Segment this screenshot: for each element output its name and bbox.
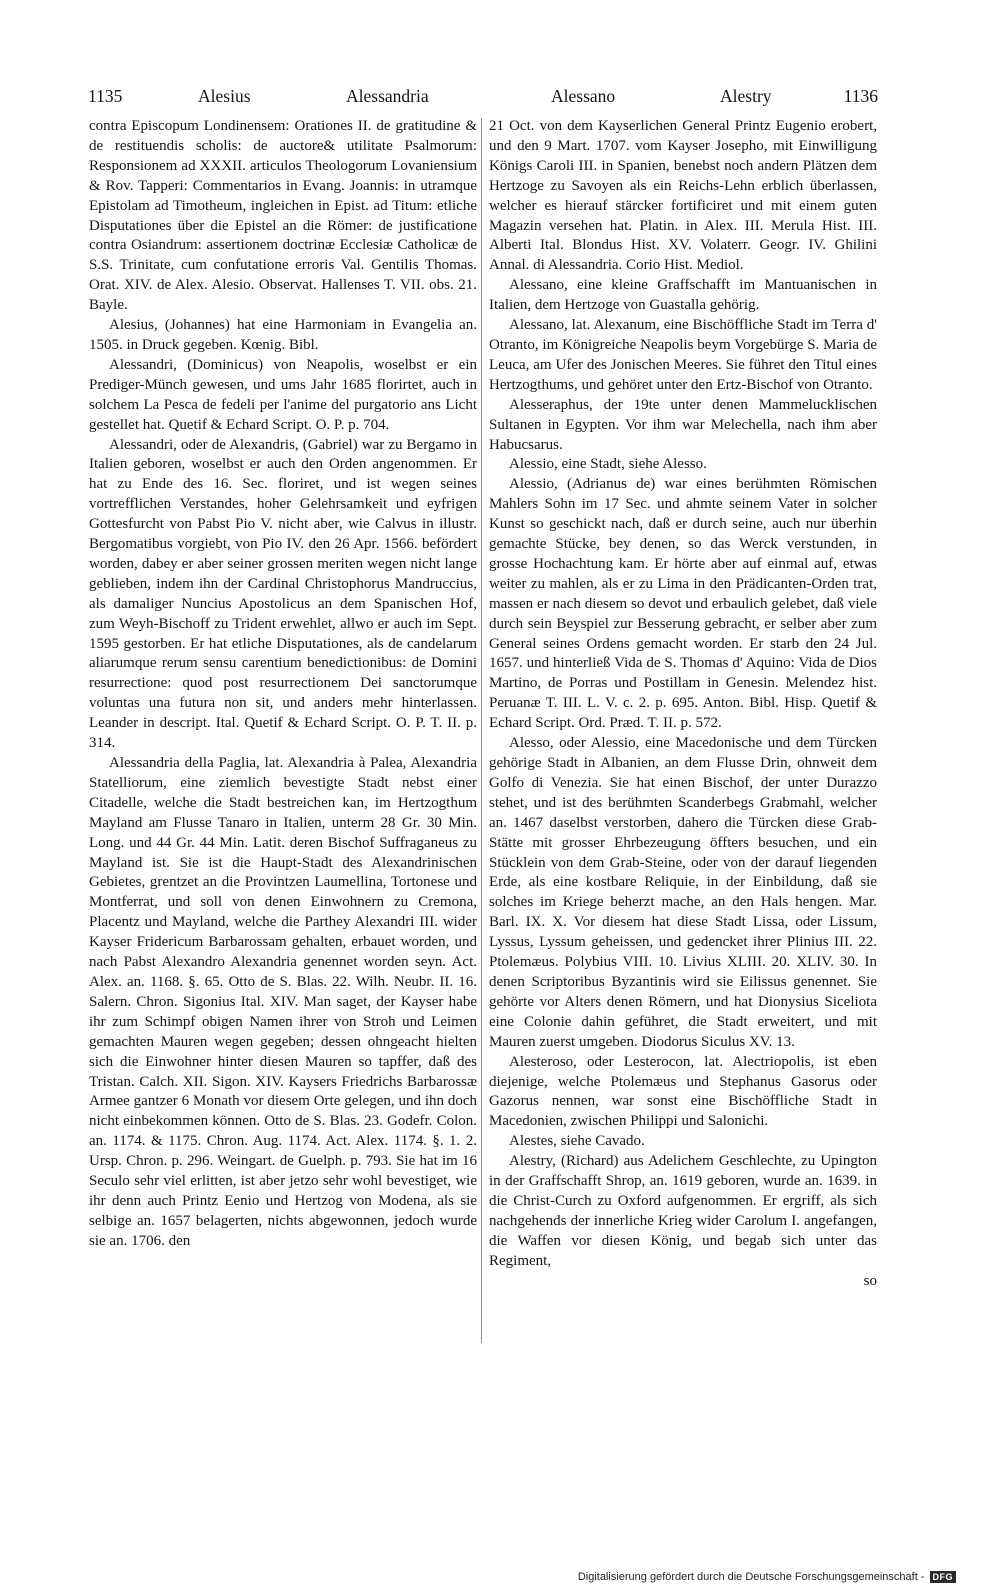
left-page-number: 1135 <box>88 86 123 106</box>
dfg-logo-icon: DFG <box>930 1571 957 1583</box>
right-column <box>489 117 877 1291</box>
left-column <box>89 117 477 1252</box>
column-divider <box>481 118 482 1343</box>
entry-alesteroso: Alesteroso, oder Lesterocon, lat. Alectriopolis, ist eben diejenige, welche Ptolemæus und Stephanus Gasorus oder Gazorus nennen, war sonst eine Bischöffliche Stadt in Macedonien, zwischen Philippi und Salonichi. <box>489 1053 877 1130</box>
entry-alessio-adrianus: Alessio, (Adrianus de) war eines berühmten Römischen Mahlers Sohn im 17 Sec. und ahmte seinem Vater in solcher Kunst so geschickt nach, daß er durch seine, auch nur überhin gemachte Stücke, bey denen, so das Werck verstunden, in grosse Hochachtung kam. Er hörte aber auf einmal auf, etwas weiter zu mahlen, als er zu Lima in den Prädicanten-Orden trat, massen er nach diesem so devot und erbaulich gelebet, daß viele durch sein Beyspiel zur Besserung gebracht, er selber aber zum General seines Ordens gemacht worden. Er starb den 24 Jul. 1657. und hinterließ Vida de S. Thomas d' Aquino: Vida de Dios Martino, de Porras und Postillam in Genesin. Melendez hist. Peruanæ T. III. L. V. c. 2. p. 695. Anton. Bibl. Hisp. Quetif & Echard Script. Ord. Præd. T. II. p. 572. <box>489 476 877 732</box>
entry-alesso: Alesso, oder Alessio, eine Macedonische und dem Türcken gehörige Stadt in Albanien, an dem Flusse Drin, ohnweit dem Golfo di Venezia. Sie hat einen Bischof, der unter Durazzo stehet, und ist des berühmten Scanderbegs Grabmahl, welcher an. 1467 daselbst verstorben, dahero die Türcken diese Grab-Stätte mit grosser Ehrbezeugung öffters besuchen, und ein Stücklein von dem Grab-Steine, oder von der darauf liegenden Erde, als eine kostbare Reliquie, in der Einbildung, daß sie solches im Kriege beherzt mache, an den Hals hengen. Mar. Barl. IX. X. Vor diesem hat diese Stadt Lissa, oder Lissum, Lyssus, Lyssum geheissen, und gedencket ihrer Plinius III. 22. Ptolemæus. Polybius VIII. 10. Livius XLIII. 20. XLIV. 30. In denen Scriptoribus Byzantinis wird sie Eilissus genennet. Sie gehörte vor Alters denen Römern, und hat Dionysius Siceliota eine Colonie dahin geführet, die Stadt erweitert, und mit Mauren zuerst umgeben. Diodorus Siculus XV. 13. <box>489 735 877 1050</box>
entry-alessano-stadt: Alessano, lat. Alexanum, eine Bischöffliche Stadt im Terra d' Otranto, im Königreiche Neapolis beym Vorgebürge S. Maria de Leuca, am Ufer des Jonischen Meeres. Sie führet den Titul eines Hertzogthums, und gehöret unter den Ertz-Bischof von Otranto. <box>489 317 877 393</box>
entry-alessandria-della-paglia: Alessandria della Paglia, lat. Alexandria à Palea, Alexandria Statelliorum, eine ziemlich bevestigte Stadt nebst einer Citadelle, welche die Stadt bestreichen kan, im Hertzogthum Mayland am Flusse Tanaro in Italien, unterm 28 Gr. 30 Min. Long. und 44 Gr. 44 Min. Latit. deren Bischof Suffraganeus zu Mayland ist. Sie ist die Haupt-Stadt des Alexandrinischen Gebietes, grentzet an die Provintzen Laumellina, Tortonese und Montferrat, und soll von denen Einwohnern zu Cremona, Placentz und Mayland, welche die Parthey Alexandri III. wider Kayser Fridericum Barbarossam gehalten, erbauet worden, und nach Pabst Alexandro Alexandria genennet worden seyn. Act. Alex. an. 1168. §. 65. Otto de S. Blas. 22. Wilh. Neubr. II. 16. Salern. Chron. Sigonius Ital. XIV. Man saget, der Kayser habe ihr zum Schimpf obigen Namen ihrer von Stroh und Leimen gemachten Mauren wegen gegeben; dessen ohngeacht hielten sich die Einwohner hinter diesen Mauren so tapffer, daß des Tristan. Calch. XII. Sigon. XIV. Kaysers Friedrichs Barbarossæ Armee gantzer 6 Monath vor diesem Orte gelegen, und ihn doch nicht einbekommen können. Otto de S. Blas. 23. Godefr. Colon. an. 1174. & 1175. Chron. Aug. 1174. Act. Alex. 1174. §. 1. 2. Ursp. Chron. p. 296. Weingart. de Guelph. p. 793. Sie hat im 16 Seculo sehr viel erlitten, ist aber jetzo sehr wohl bevestiget, wie ihr denn auch Printz Eenio und Hertzog von Modena, als sie selbige an. 1657 belagerten, nichts abgewonnen, jedoch wurde sie an. 1706. den <box>89 755 477 1249</box>
page-header <box>88 86 878 112</box>
digitization-footer <box>0 1571 956 1583</box>
entry-alessio-stadt: Alessio, eine Stadt, siehe Alesso. <box>509 456 707 473</box>
entry-alessano-graffschafft: Alessano, eine kleine Graffschafft im Mantuanischen in Italien, dem Hertzoge von Guastalla gehörig. <box>489 277 877 314</box>
entry-alesius-johannes: Alesius, (Johannes) hat eine Harmoniam in Evangelia an. 1505. in Druck gegeben. Kœnig. Bibl. <box>89 317 477 353</box>
entry-continuation: contra Episcopum Londinensem: Orationes II. de gratitudine & de restituendis scholis: de auctore& utilitate Psalmorum: Responsionem ad XXXII. articulos Theologorum Lovaniensium & Rov. Tapperi: Commentarios in Evang. Joannis: in utramque Epistolam ad Timotheum, ingleichen in Epist. ad Titum: etliche Disputationes über die Epistel an die Römer: de justificatione contra Osiandrum: assertionem doctrinæ Ecclesiæ Catholicæ de S.S. Trinitate, cum confutatione erroris Val. Gentilis Thomas. Orat. XIV. de Alex. Alesio. Observat. Hallenses T. VII. obs. 21. Bayle. <box>89 118 477 314</box>
right-running-head-first: Alessano <box>551 86 616 106</box>
left-running-head-last: Alessandria <box>346 86 429 106</box>
footer-credit: Digitalisierung gefördert durch die Deutsche Forschungsgemeinschaft - <box>577 1571 925 1583</box>
right-page-number: 1136 <box>843 86 878 106</box>
entry-alestry: Alestry, (Richard) aus Adelichem Geschlechte, zu Upington in der Graffschafft Shrop, an. 1619 geboren, wurde an. 1639. in die Christ-Curch zu Oxford aufgenommen. Er ergriff, als sich nachgehends der innerliche Krieg wider Carolum I. angefangen, die Waffen vor diesen König, und begab sich unter das Regiment, <box>489 1153 877 1269</box>
entry-alestes: Alestes, siehe Cavado. <box>509 1133 645 1150</box>
catchword: so <box>863 1272 877 1289</box>
left-running-head-first: Alesius <box>198 86 251 106</box>
entry-alessandri-dominicus: Alessandri, (Dominicus) von Neapolis, woselbst er ein Prediger-Münch gewesen, und ums Jahr 1685 florirtet, auch in solchem La Pesca de fedeli per l'anime del purgatorio ans Licht gestellet hat. Quetif & Echard Script. O. P. p. 704. <box>89 356 477 433</box>
entry-alessandri-gabriel: Alessandri, oder de Alexandris, (Gabriel) war zu Bergamo in Italien geboren, woselbst er auch den Orden angenommen. Er hat zu Ende des 16. Sec. floriret, und ist wegen seines vortrefflichen Verstandes, hoher Gelehrsamkeit und eyfrigen Gottesfurcht von Pabst Pio V. nicht aber, wie Calvus in illustr. Bergomatibus vorgiebt, von Pio IV. den 26 Apr. 1566. befördert worden, dabey er aber seiner grossen meriten wegen nicht lange geblieben, indem ihn der Cardinal Christophorus Mandruccius, als damaliger Nuncius Apostolicus an dem Spanischen Hof, zum Weyh-Bischoff zu Trident erwehlet, allwo er auch im Sept. 1595 gestorben. Er hat etliche Disputationes, als de candelarum aliarumque rerum sensu carentium benedictionibus: de Domini resurrectione: quod post resurrectionem Dei sanctorumque voluntas una futura non sit, und anders mehr hinterlassen. Leander in descript. Ital. Quetif & Echard Script. O. P. T. II. p. 314. <box>89 436 477 752</box>
entry-continuation: 21 Oct. von dem Kayserlichen General Printz Eugenio erobert, und den 9 Mart. 1707. vom Kayser Josepho, mit Einwilligung Königs Caroli III. in Spanien, benebst noch andern Plätzen dem Hertzoge zu Savoyen als ein Reichs-Lehn erblich überlassen, welcher es hierauf stärcker fortificiret und mit einem guten Magazin versehen hat. Platin. in Alex. III. Merula Hist. III. Alberti Ital. Blondus Hist. XV. Volaterr. Geogr. IV. Ghilini Annal. di Alessandria. Corio Hist. Mediol. <box>489 118 877 274</box>
entry-alesseraphus: Alesseraphus, der 19te unter denen Mammelucklischen Sultanen in Egypten. Vor ihm war Melechella, nach ihm aber Habucsarus. <box>489 396 877 453</box>
right-running-head-last: Alestry <box>720 86 772 106</box>
